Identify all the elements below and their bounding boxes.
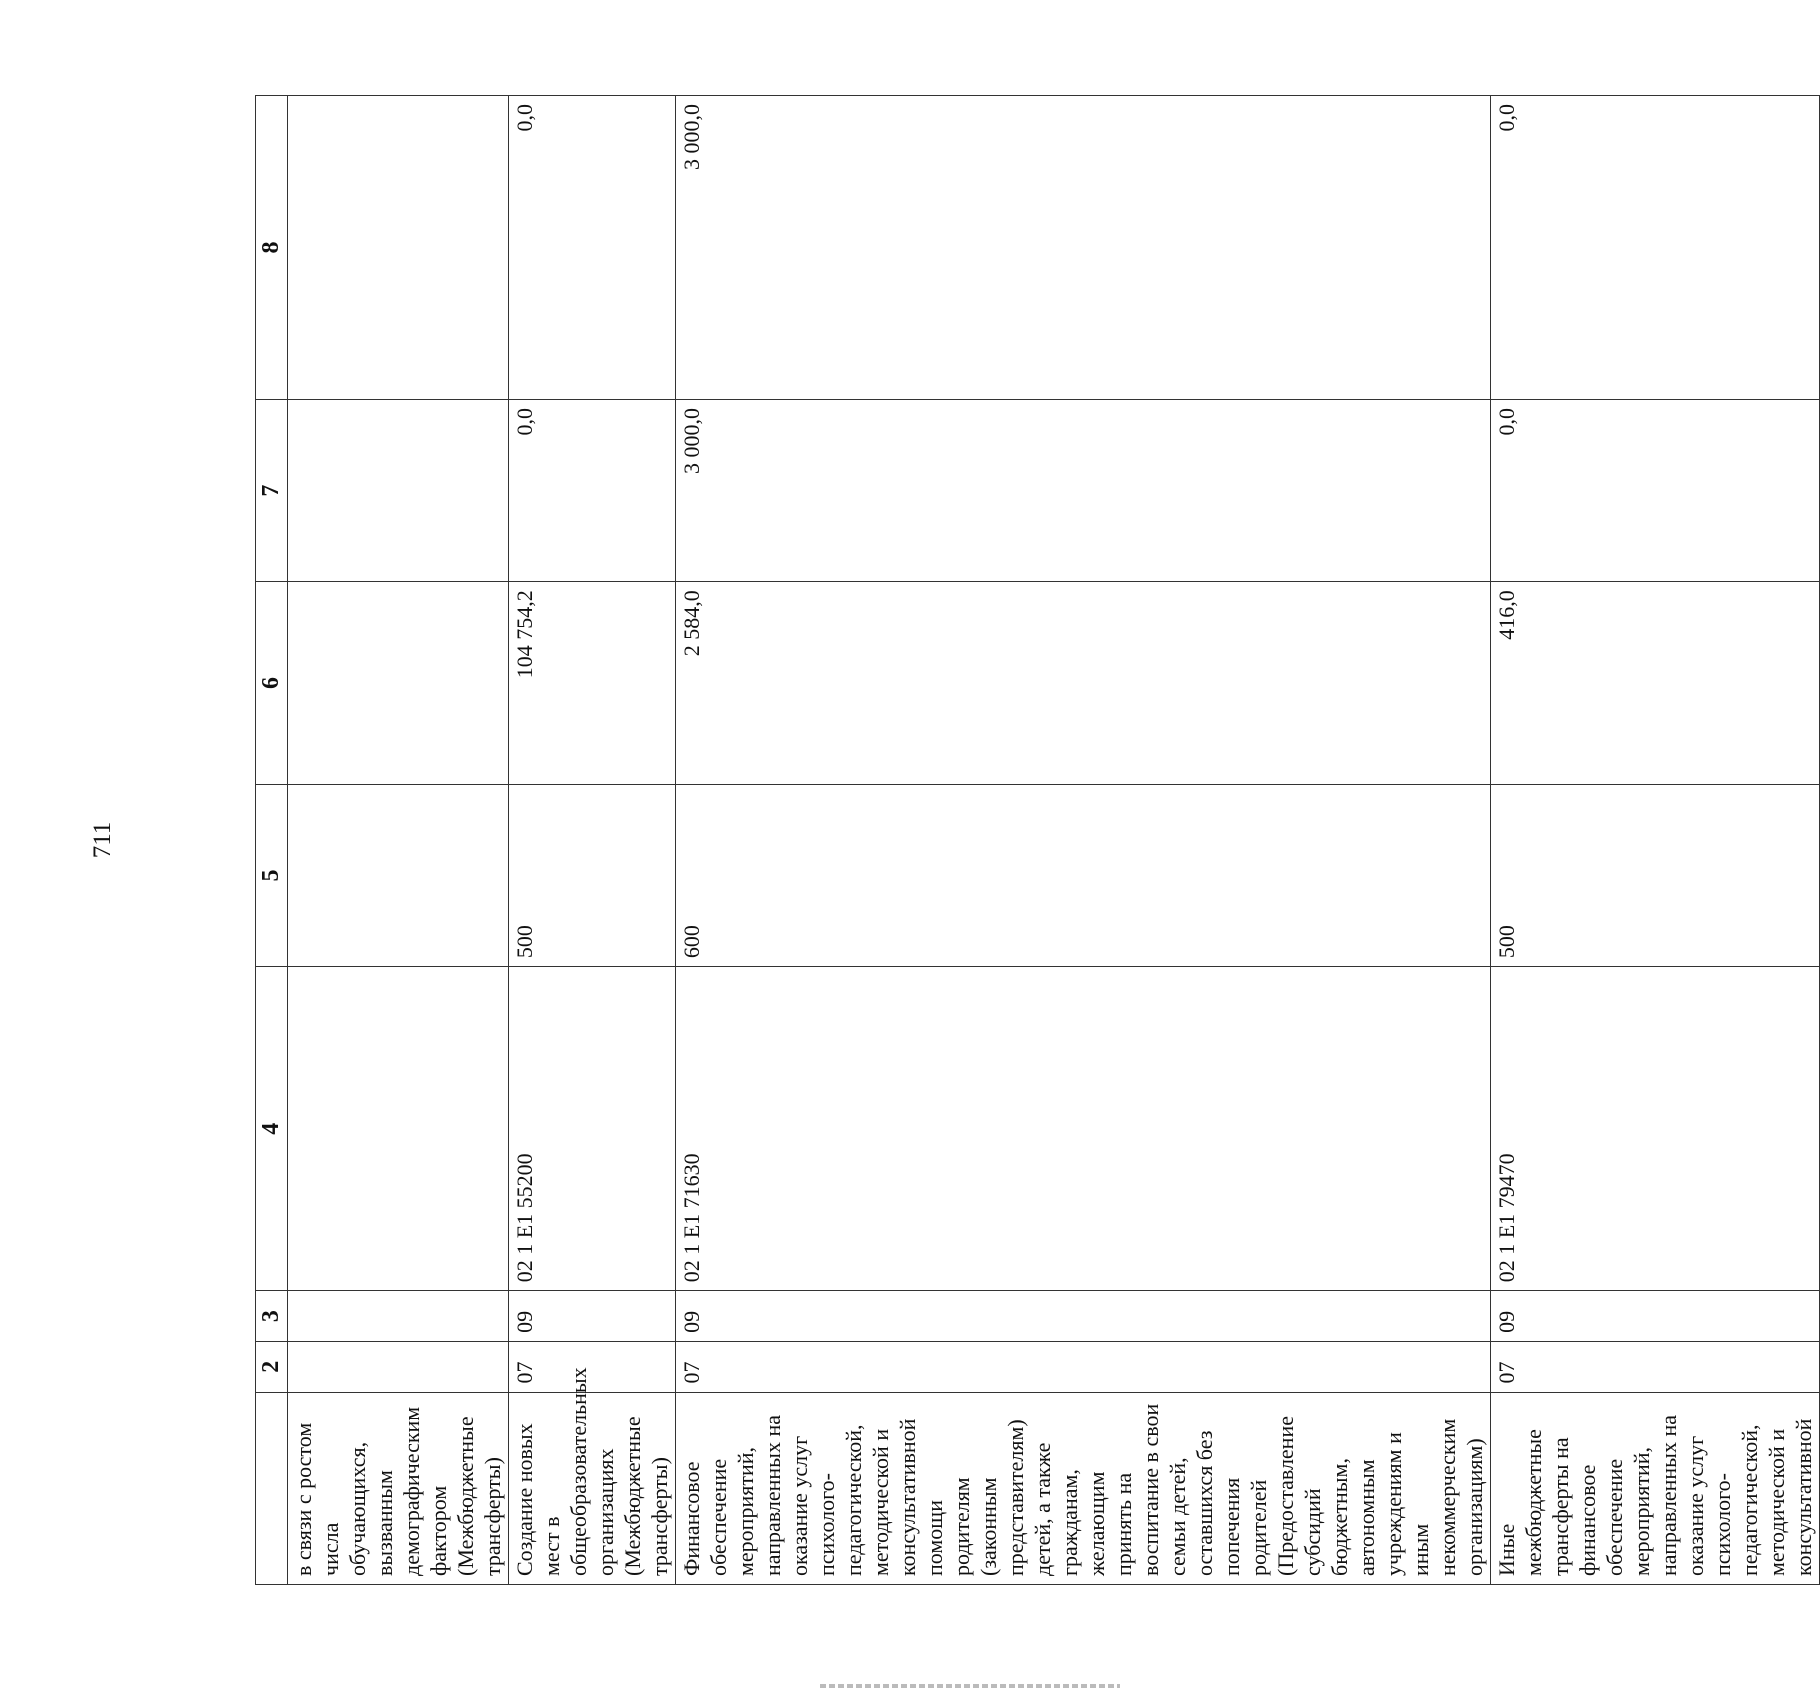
row-name-cell: Создание новых мест в общеобразовательных организациях (Межбюджетные трансферты) [509,1392,676,1584]
amount-col-8-cell: 0,0 [509,96,676,400]
section-cell: 07 [1491,1341,1820,1392]
amount-col-6-cell: 2 584,0 [676,582,1491,785]
amount-col-8-cell: 0,0 [1491,96,1820,400]
target-article-cell: 02 1 E1 79470 [1491,967,1820,1291]
subsection-cell: 09 [676,1291,1491,1342]
amount-col-6-cell [288,582,509,785]
amount-col-6-cell: 104 754,2 [509,582,676,785]
table-row [676,96,1491,1585]
table-row [288,96,509,1585]
amount-col-6-cell: 416,0 [1491,582,1820,785]
section-cell [288,1341,509,1392]
header-col-5: 5 [256,784,288,966]
target-article-cell [288,967,509,1291]
rotated-table-wrapper [255,95,1816,1585]
amount-col-8-cell [288,96,509,400]
row-name-cell: Финансовое обеспечение мероприятий, направленных на оказание услуг психолого-педагогической, методической и консультативной помощи родителям (законным представителям) детей, а также гражданам, желающим принять на воспитание в свои семьи детей, оставшихся без попечения родителей (Предоставление субсидий бюджетным, автономным учреждениям и иным некоммерческим организациям) [676,1392,1491,1584]
target-article-cell: 02 1 E1 55200 [509,967,676,1291]
amount-col-7-cell [288,399,509,581]
table-row [509,96,676,1585]
page-number: 711 [89,821,116,859]
header-name-cell [256,1392,288,1584]
section-cell: 07 [509,1341,676,1392]
expense-type-cell: 500 [1491,784,1820,966]
expense-type-cell [288,784,509,966]
row-name-cell: в связи с ростом числа обучающихся, вызванным демографическим фактором (Межбюджетные трансферты) [288,1392,509,1584]
section-cell: 07 [676,1341,1491,1392]
header-col-4: 4 [256,967,288,1291]
amount-col-7-cell: 3 000,0 [676,399,1491,581]
header-col-8: 8 [256,96,288,400]
target-article-cell: 02 1 E1 71630 [676,967,1491,1291]
scan-edge-mark [820,1684,1120,1688]
header-col-7: 7 [256,399,288,581]
expense-type-cell: 600 [676,784,1491,966]
expense-type-cell: 500 [509,784,676,966]
budget-table [255,95,1820,1585]
header-col-3: 3 [256,1291,288,1342]
header-col-6: 6 [256,582,288,785]
header-col-2: 2 [256,1341,288,1392]
subsection-cell [288,1291,509,1342]
subsection-cell: 09 [509,1291,676,1342]
amount-col-8-cell: 3 000,0 [676,96,1491,400]
table-header-row [256,96,288,1585]
amount-col-7-cell: 0,0 [1491,399,1820,581]
table-row [1491,96,1820,1585]
amount-col-7-cell: 0,0 [509,399,676,581]
subsection-cell: 09 [1491,1291,1820,1342]
row-name-cell: Иные межбюджетные трансферты на финансовое обеспечение мероприятий, направленных на оказание услуг психолого-педагогической, методической и консультативной [1491,1392,1820,1584]
